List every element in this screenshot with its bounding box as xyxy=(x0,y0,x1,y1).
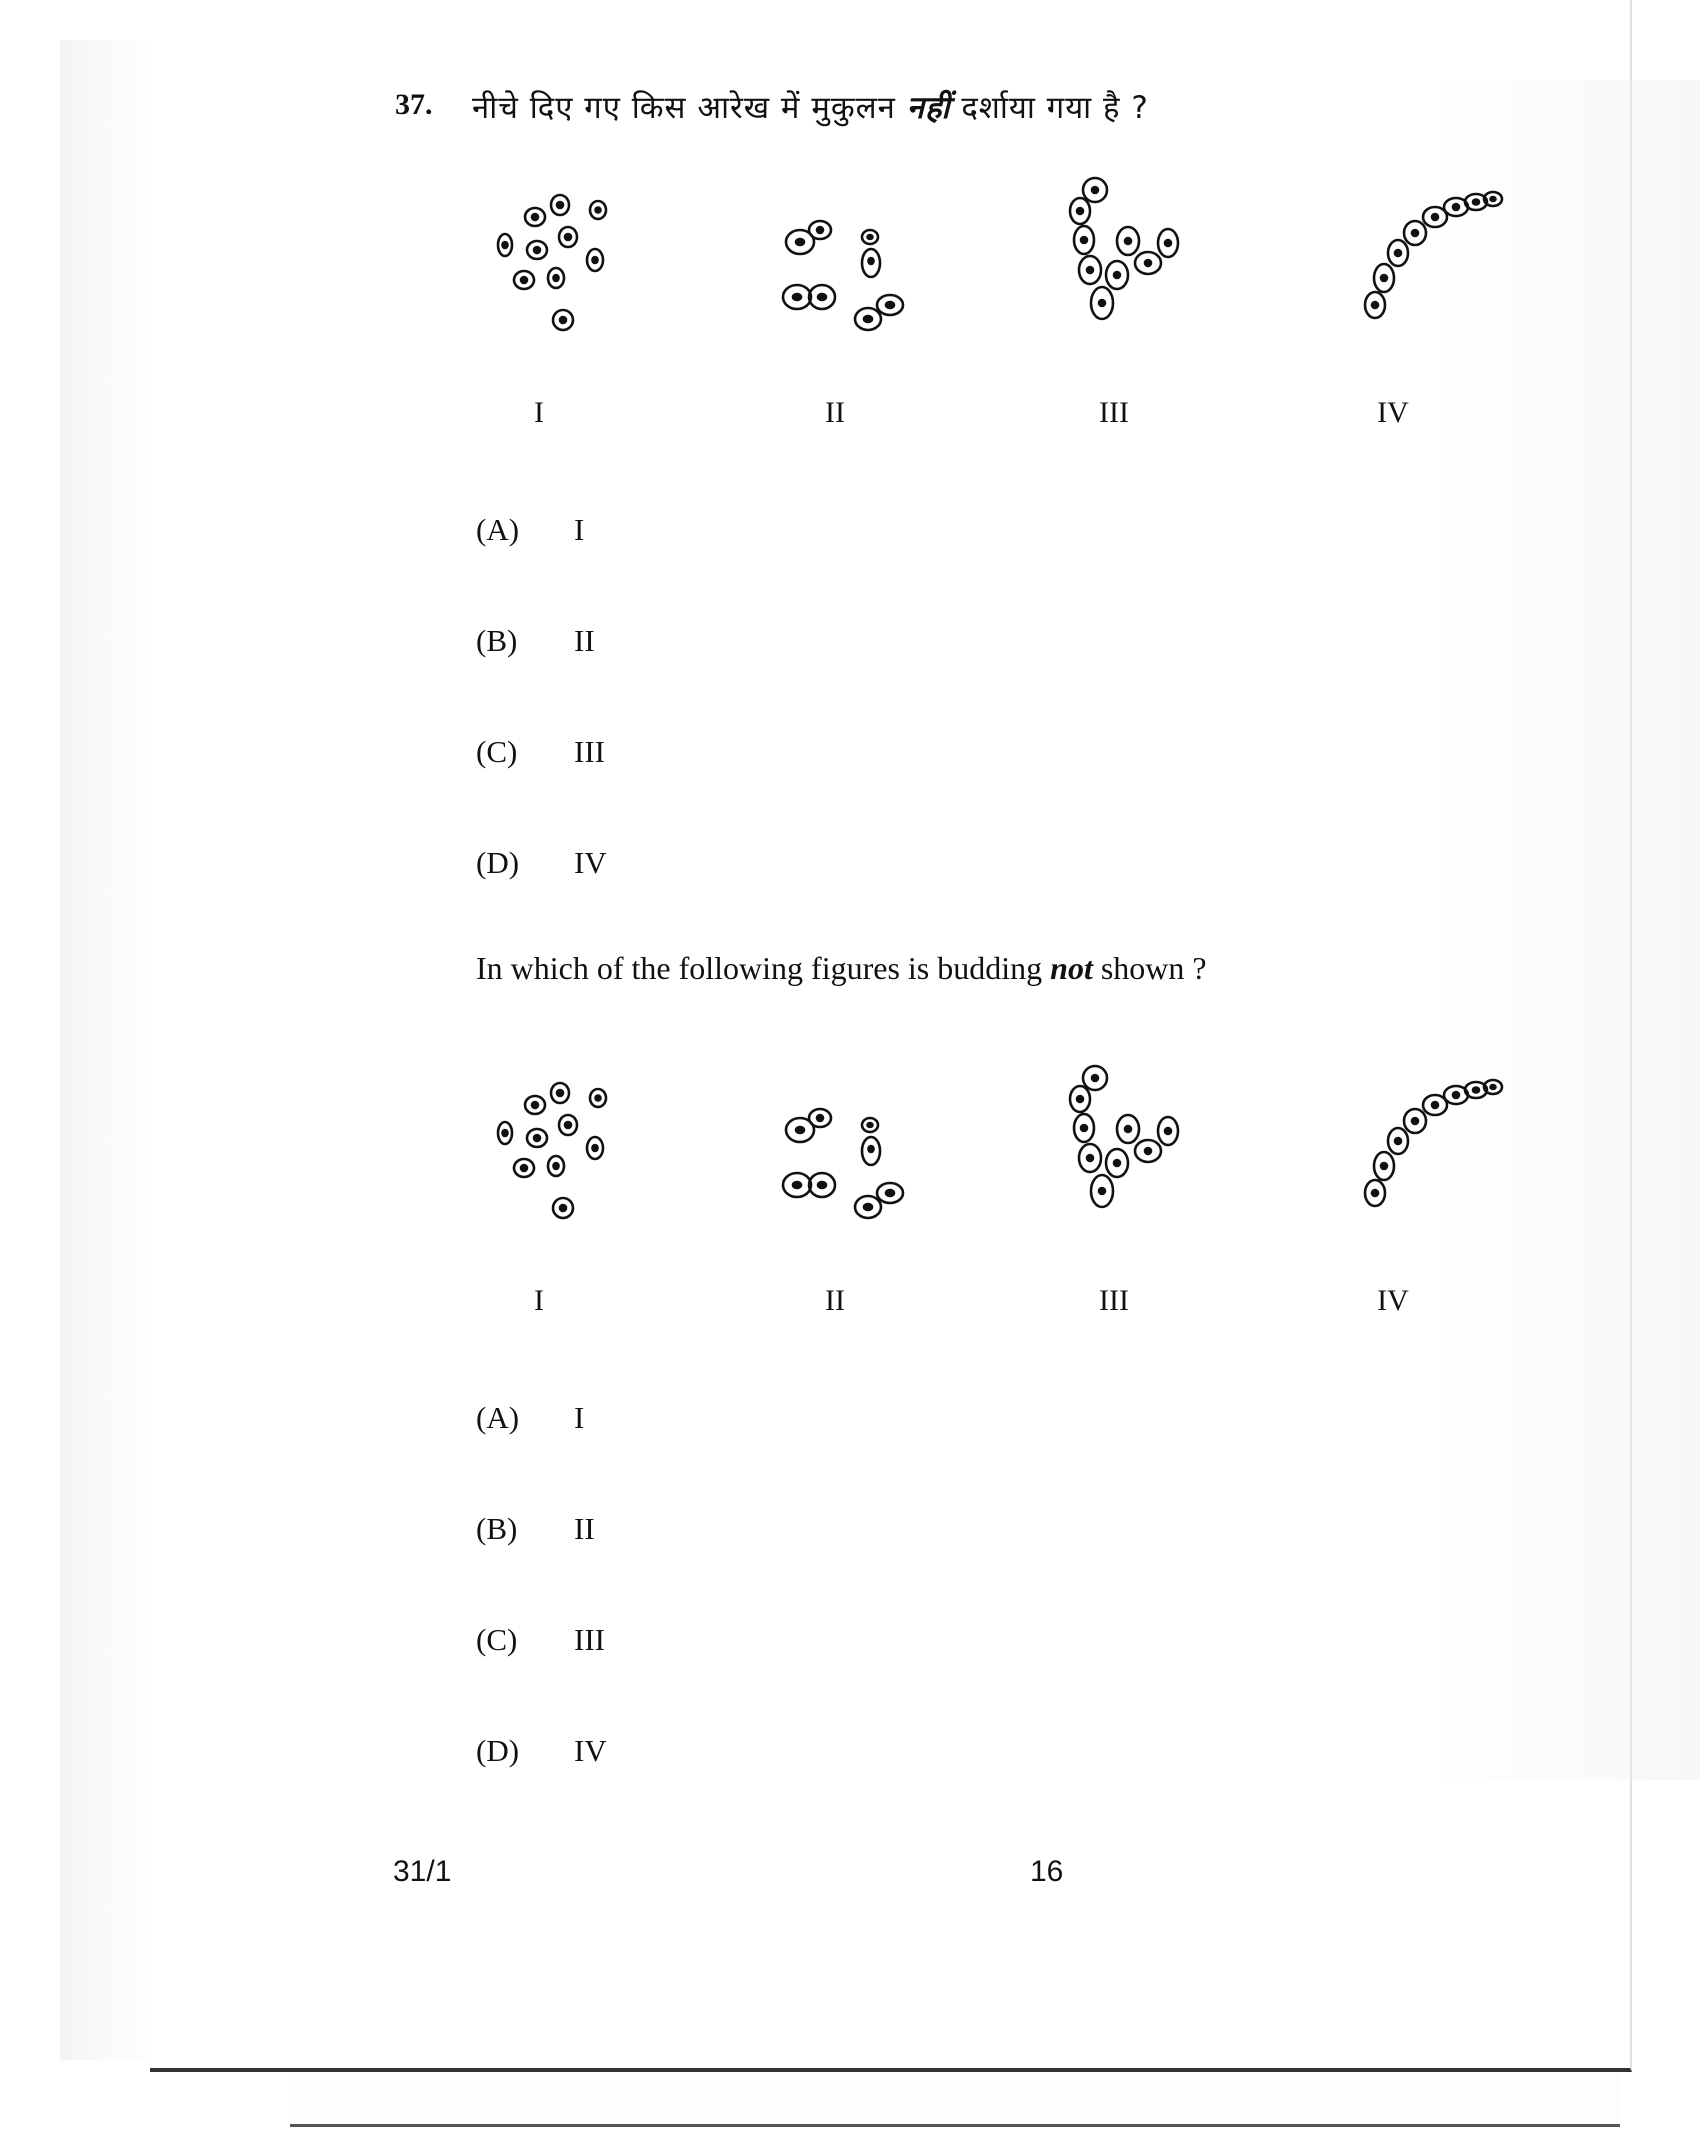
paired-budding-cells-icon xyxy=(780,175,920,340)
option-label: (B) xyxy=(476,623,518,658)
question-english-start: In which of the following figures is budding xyxy=(476,950,1043,986)
option-value: I xyxy=(574,1400,585,1435)
figure-row-hindi xyxy=(470,175,1510,335)
page-number: 16 xyxy=(1030,1855,1064,1888)
question-english-emphasis: not xyxy=(1050,950,1093,986)
option-label: (D) xyxy=(476,845,520,880)
figure-label-2: II xyxy=(825,1284,845,1317)
option-value: II xyxy=(574,1511,595,1546)
scattered-yeast-cells-icon xyxy=(480,1063,610,1228)
option-value: IV xyxy=(574,1733,607,1768)
option-value: II xyxy=(574,623,595,658)
figure-row-english xyxy=(470,1063,1510,1223)
paired-budding-cells-icon xyxy=(780,1063,920,1228)
question-number: 37. xyxy=(395,88,433,121)
paper-code: 31/1 xyxy=(393,1855,452,1888)
scattered-yeast-cells-icon xyxy=(480,175,610,340)
linear-cell-chain-icon xyxy=(1360,175,1500,340)
question-text-english xyxy=(476,950,1207,987)
figure-label-1: I xyxy=(534,1284,544,1317)
under-sheet xyxy=(290,2068,1620,2127)
option-label: (A) xyxy=(476,1400,520,1435)
question-hindi-emphasis: नहीं xyxy=(906,90,951,126)
figure-label-1: I xyxy=(534,396,544,429)
figure-label-4: IV xyxy=(1377,1284,1409,1317)
figure-label-3: III xyxy=(1099,396,1129,429)
option-value: I xyxy=(574,512,585,547)
question-hindi-end: दर्शाया गया है ? xyxy=(961,90,1149,126)
option-value: IV xyxy=(574,845,607,880)
figure-label-4: IV xyxy=(1377,396,1409,429)
option-label: (C) xyxy=(476,734,518,769)
option-label: (D) xyxy=(476,1733,520,1768)
option-value: III xyxy=(574,1622,605,1657)
question-english-end: shown ? xyxy=(1100,950,1207,986)
question-text-hindi xyxy=(472,86,1149,128)
linear-cell-chain-icon xyxy=(1360,1063,1500,1228)
option-label: (B) xyxy=(476,1511,518,1546)
branched-budding-chain-icon xyxy=(1050,1063,1210,1228)
figure-label-3: III xyxy=(1099,1284,1129,1317)
branched-budding-chain-icon xyxy=(1050,175,1210,340)
option-label: (C) xyxy=(476,1622,518,1657)
option-label: (A) xyxy=(476,512,520,547)
option-value: III xyxy=(574,734,605,769)
question-hindi-start: नीचे दिए गए किस आरेख में मुकुलन xyxy=(472,90,896,126)
figure-label-2: II xyxy=(825,396,845,429)
